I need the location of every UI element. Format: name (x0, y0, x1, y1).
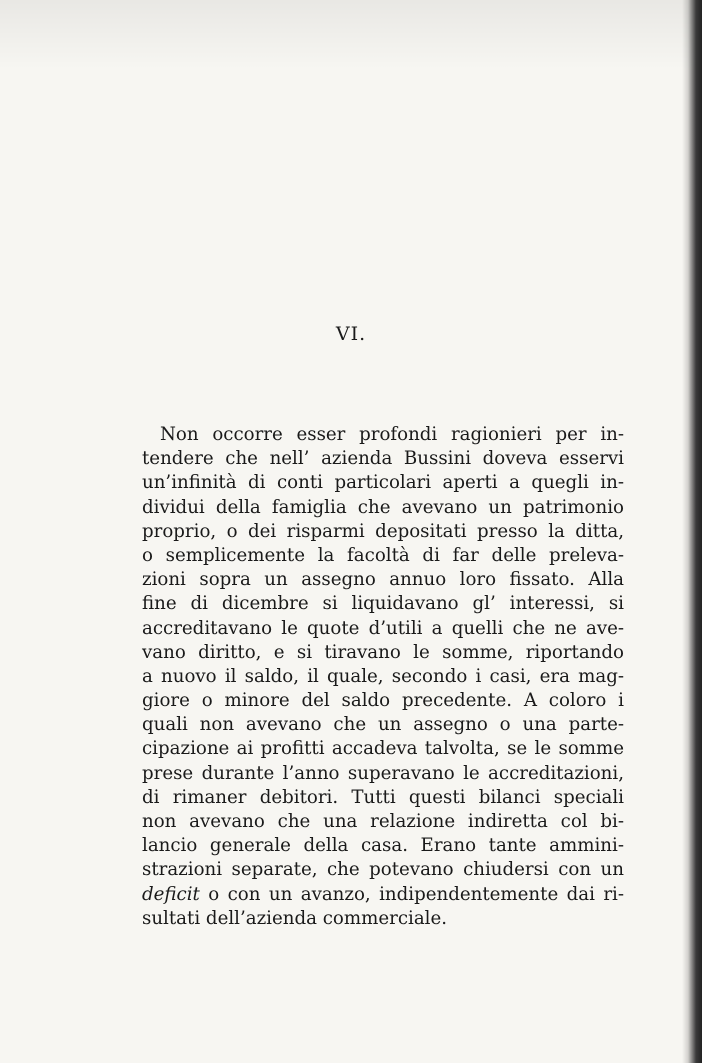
paragraph-line: prese durante l’anno superavano le accreditazioni, (142, 762, 624, 784)
chapter-paragraph (142, 423, 624, 931)
paragraph-line: o semplicemente la facoltà di far delle preleva- (142, 544, 624, 566)
paragraph-line: zioni sopra un assegno annuo loro fissato. Alla (142, 569, 624, 591)
paragraph-line: strazioni separate, che potevano chiudersi con un (142, 859, 624, 881)
paragraph-last-line: sultati dell’azienda commerciale. (142, 907, 448, 929)
paragraph-line: lancio generale della casa. Erano tante ammini- (142, 835, 624, 857)
chapter-heading: VI. (335, 323, 367, 345)
paragraph-line: di rimaner debitori. Tutti questi bilanci speciali (142, 786, 624, 808)
paragraph-line: a nuovo il saldo, il quale, secondo i casi, era mag- (142, 665, 624, 687)
paragraph-line: un’infinità di conti particolari aperti a quegli in- (142, 472, 624, 494)
paragraph-line: accreditavano le quote d’utili a quelli che ne ave- (142, 617, 624, 639)
page-edge-shadow (682, 0, 702, 1063)
italic-word: deficit (142, 883, 200, 905)
paragraph-line: giore o minore del saldo precedente. A coloro i (142, 690, 624, 712)
paragraph-line-deficit (142, 883, 624, 907)
paragraph-line: non avevano che una relazione indiretta col bi- (142, 811, 624, 832)
paragraph-line: proprio, o dei risparmi depositati presso la ditta, (142, 520, 624, 542)
paragraph-line: dividui della famiglia che avevano un patrimonio (142, 496, 624, 518)
paragraph-line: vano diritto, e si tiravano le somme, riportando (142, 641, 624, 663)
paragraph-line: cipazione ai profitti accadeva talvolta, se le somme (142, 738, 624, 760)
paragraph-line: quali non avevano che un assegno o una parte- (142, 714, 624, 736)
line-remainder: o con un avanzo, indipendentemente dai ri- (199, 883, 624, 905)
paragraph-line: Non occorre esser profondi ragionieri per in- (160, 424, 624, 445)
paragraph-line: tendere che nell’ azienda Bussini doveva esservi (142, 448, 624, 470)
page-top-shading (0, 0, 702, 70)
paragraph-line: fine di dicembre si liquidavano gl’ interessi, si (142, 593, 624, 615)
